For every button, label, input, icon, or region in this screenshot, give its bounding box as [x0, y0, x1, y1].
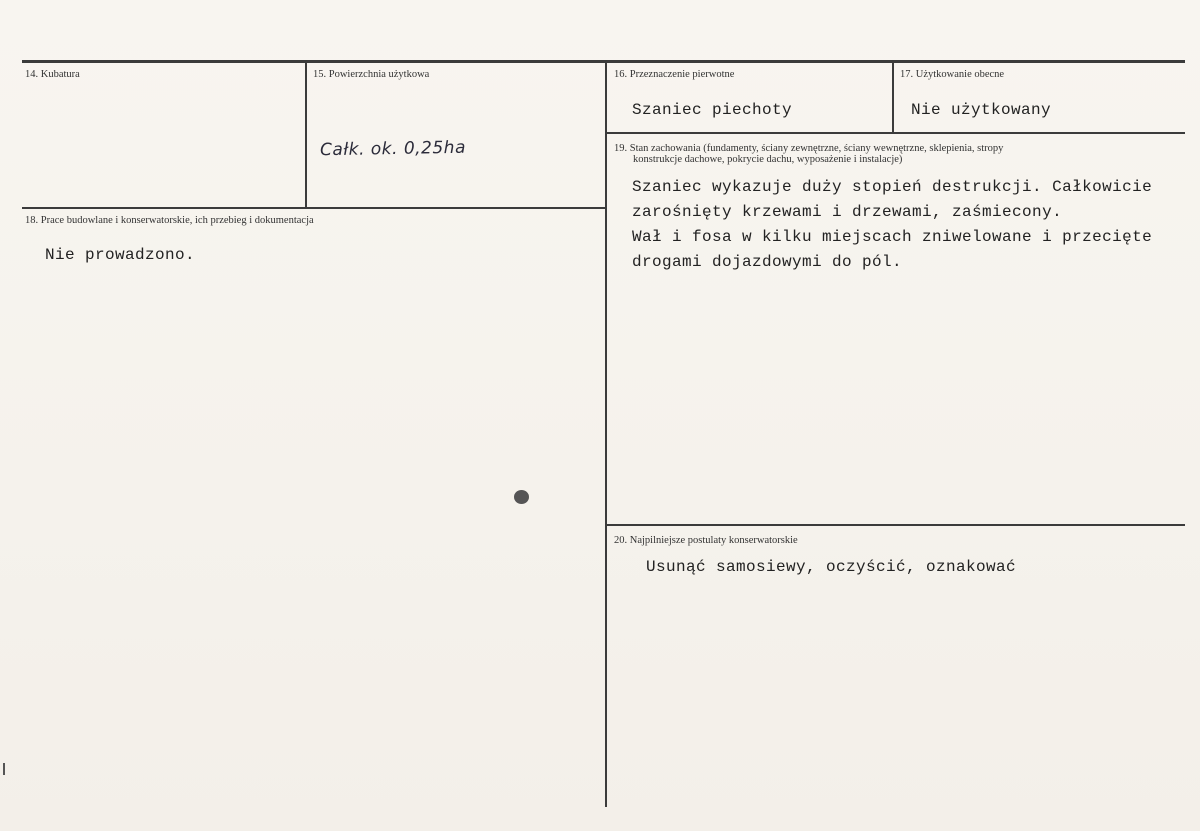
field-20-value: Usunąć samosiewy, oczyścić, oznakować [646, 558, 1017, 576]
field-19-line-3: Wał i fosa w kilku miejscach zniwelowane i przecięte [632, 228, 1153, 246]
field-19-line-1: Szaniec wykazuje duży stopień destrukcji. Całkowicie [632, 178, 1153, 196]
ink-dot [514, 490, 529, 504]
field-19-label-line2: konstrukcje dachowe, pokrycie dachu, wyposażenie i instalacje) [633, 154, 903, 165]
top-rule [22, 60, 1185, 63]
field-15-handwritten-value: Całk. ok. 0,25ha [319, 137, 467, 161]
field-19-line-4: drogami dojazdowymi do pól. [632, 253, 903, 271]
divider-16-17 [892, 62, 894, 133]
field-14-label: 14. Kubatura [25, 69, 80, 80]
field-19-line-2: zarośnięty krzewami i drzewami, zaśmiecony. [632, 203, 1063, 221]
rule-under-14-15 [22, 207, 607, 209]
field-18-label: 18. Prace budowlane i konserwatorskie, ich przebieg i dokumentacja [25, 215, 314, 226]
field-17-value: Nie użytkowany [911, 101, 1052, 119]
rule-above-20 [607, 524, 1185, 526]
field-18-value: Nie prowadzono. [45, 246, 196, 264]
field-19-label-line1: 19. Stan zachowania (fundamenty, ściany zewnętrzne, ściany wewnętrzne, sklepienia, stropy [614, 143, 1004, 154]
field-15-label: 15. Powierzchnia użytkowa [313, 69, 430, 80]
field-16-value: Szaniec piechoty [632, 101, 793, 119]
edge-mark [3, 763, 5, 775]
field-16-label: 16. Przeznaczenie pierwotne [614, 69, 735, 80]
rule-under-16-17 [607, 132, 1185, 134]
center-divider [605, 62, 607, 807]
field-20-label: 20. Najpilniejsze postulaty konserwatorskie [614, 535, 798, 546]
field-17-label: 17. Użytkowanie obecne [900, 69, 1005, 80]
divider-14-15 [305, 62, 307, 208]
